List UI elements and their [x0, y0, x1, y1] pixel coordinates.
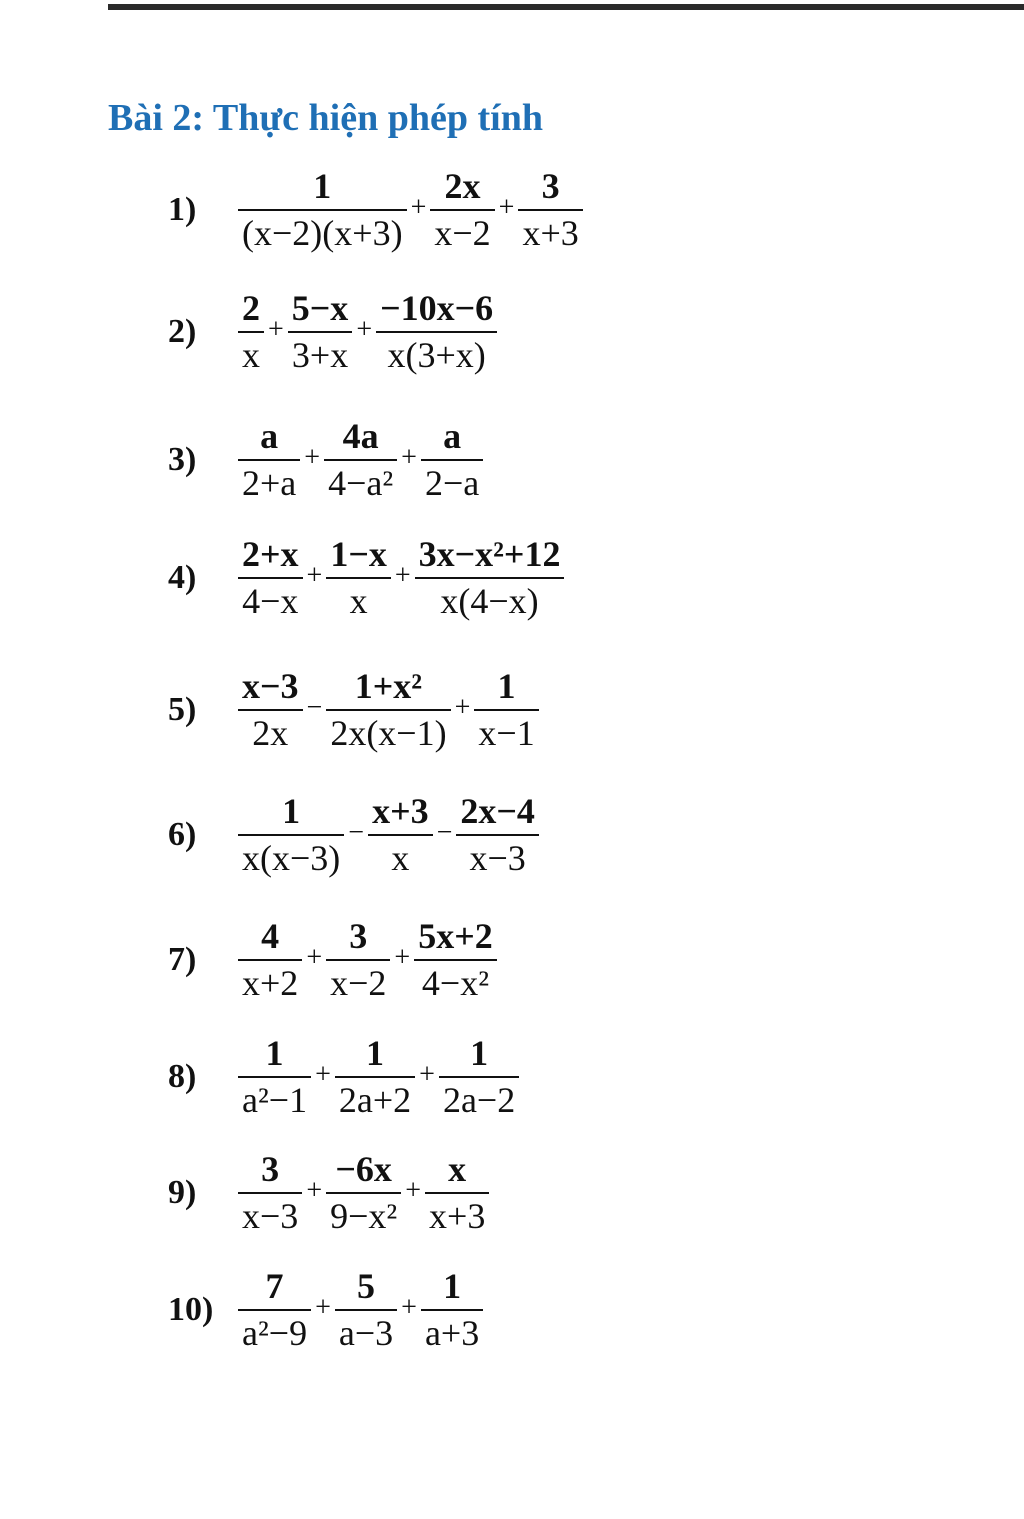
- fraction: [428, 166, 496, 255]
- numerator: 3: [349, 915, 368, 956]
- numerator: 3x−x²+12: [418, 533, 561, 574]
- numerator: 1: [443, 1265, 462, 1306]
- fraction: [324, 666, 452, 755]
- operator: +: [405, 1175, 422, 1206]
- problem-number: 10): [168, 1291, 214, 1328]
- denominator: x−3: [469, 838, 526, 878]
- operator: +: [401, 1292, 417, 1323]
- fraction: [236, 288, 266, 377]
- fraction: [324, 916, 392, 1005]
- fraction: [454, 791, 541, 880]
- fraction: [322, 416, 399, 505]
- fraction: [324, 1149, 403, 1238]
- problem-10: [168, 1255, 485, 1365]
- numerator: x: [448, 1148, 467, 1189]
- denominator: 2a−2: [442, 1080, 516, 1120]
- expression: [236, 1266, 485, 1355]
- fraction: [366, 791, 435, 880]
- problem-5: [168, 655, 541, 765]
- fraction: [333, 1033, 417, 1122]
- expression: [236, 534, 566, 623]
- denominator: a²−9: [242, 1313, 308, 1353]
- problem-3: [168, 405, 485, 515]
- numerator: 5x+2: [418, 915, 493, 956]
- denominator: x−2: [434, 213, 491, 253]
- fraction: [412, 916, 499, 1005]
- denominator: 2x(x−1): [330, 713, 447, 753]
- denominator: x: [349, 581, 368, 621]
- fraction: [236, 416, 302, 505]
- numerator: 2x−4: [460, 790, 535, 831]
- operator: +: [315, 1292, 331, 1323]
- operator: +: [394, 942, 411, 973]
- numerator: 5−x: [291, 287, 349, 328]
- fraction: [419, 416, 485, 505]
- fraction: [324, 534, 393, 623]
- denominator: x(x−3): [242, 838, 341, 878]
- expression: [236, 288, 499, 377]
- operator: +: [268, 314, 284, 345]
- numerator: 1: [470, 1032, 489, 1073]
- operator: +: [356, 314, 373, 345]
- exercise-title: Bài 2: Thực hiện phép tính: [108, 97, 543, 139]
- operator: +: [304, 442, 321, 473]
- numerator: −6x: [335, 1148, 392, 1189]
- problem-number: 8): [168, 1058, 197, 1095]
- denominator: x+3: [429, 1196, 486, 1236]
- operator: +: [306, 942, 323, 973]
- numerator: 1: [497, 665, 516, 706]
- denominator: 2+a: [242, 463, 297, 503]
- problem-number: 4): [168, 559, 197, 596]
- denominator: (x−2)(x+3): [242, 213, 403, 253]
- fraction: [236, 534, 305, 623]
- denominator: x−3: [242, 1196, 299, 1236]
- numerator: 7: [265, 1265, 284, 1306]
- problem-8: [168, 1022, 521, 1132]
- operator: +: [410, 192, 427, 223]
- problem-number: 2): [168, 313, 197, 350]
- numerator: 1+x²: [354, 665, 423, 706]
- denominator: x: [242, 335, 260, 375]
- denominator: x−2: [330, 963, 387, 1003]
- denominator: 4−x: [242, 581, 299, 621]
- problem-number: 3): [168, 441, 197, 478]
- fraction: [236, 916, 304, 1005]
- expression: [236, 916, 499, 1005]
- operator: −: [306, 692, 323, 723]
- problem-number: 1): [168, 191, 197, 228]
- fraction: [286, 288, 355, 377]
- denominator: x(4−x): [440, 581, 539, 621]
- numerator: a: [443, 415, 462, 456]
- expression: [236, 1033, 521, 1122]
- fraction: [419, 1266, 485, 1355]
- fraction: [236, 666, 305, 755]
- denominator: 9−x²: [330, 1196, 398, 1236]
- fraction: [413, 534, 567, 623]
- operator: +: [315, 1059, 331, 1090]
- numerator: 1: [282, 790, 301, 831]
- denominator: x+2: [242, 963, 299, 1003]
- operator: +: [401, 442, 417, 473]
- numerator: 1−x: [330, 533, 387, 574]
- numerator: 2: [242, 287, 260, 328]
- problem-4: [168, 523, 566, 633]
- expression: [236, 1149, 491, 1238]
- numerator: 1: [265, 1032, 284, 1073]
- denominator: x+3: [522, 213, 579, 253]
- numerator: 2x: [444, 165, 481, 206]
- problem-7: [168, 905, 499, 1015]
- denominator: 2x: [252, 713, 289, 753]
- fraction: [333, 1266, 399, 1355]
- operator: +: [394, 560, 411, 591]
- denominator: x−1: [478, 713, 535, 753]
- numerator: 2+x: [242, 533, 299, 574]
- problem-number: 6): [168, 816, 197, 853]
- operator: −: [348, 817, 365, 848]
- numerator: 4: [261, 915, 280, 956]
- operator: +: [306, 1175, 323, 1206]
- denominator: a+3: [424, 1313, 480, 1353]
- numerator: −10x−6: [380, 287, 494, 328]
- fraction: [374, 288, 499, 377]
- fraction: [236, 1033, 313, 1122]
- fraction: [516, 166, 584, 255]
- numerator: 1: [313, 165, 332, 206]
- fraction: [423, 1149, 491, 1238]
- denominator: 3+x: [291, 335, 349, 375]
- numerator: 3: [261, 1148, 280, 1189]
- denominator: 4−x²: [421, 963, 490, 1003]
- numerator: 5: [357, 1265, 376, 1306]
- fraction: [236, 1149, 304, 1238]
- fraction: [437, 1033, 521, 1122]
- denominator: x(3+x): [387, 335, 486, 375]
- operator: +: [306, 560, 323, 591]
- denominator: x: [391, 838, 410, 878]
- fraction: [236, 166, 409, 255]
- operator: +: [419, 1059, 435, 1090]
- operator: +: [498, 192, 515, 223]
- problem-number: 5): [168, 691, 197, 728]
- fraction: [236, 1266, 313, 1355]
- problem-6: [168, 780, 541, 890]
- expression: [236, 666, 541, 755]
- numerator: 4a: [342, 415, 379, 456]
- problem-number: 9): [168, 1174, 197, 1211]
- numerator: 3: [541, 165, 560, 206]
- expression: [236, 416, 485, 505]
- problem-number: 7): [168, 941, 197, 978]
- fraction: [472, 666, 540, 755]
- denominator: a²−1: [242, 1080, 308, 1120]
- numerator: 1: [366, 1032, 385, 1073]
- denominator: 2a+2: [338, 1080, 412, 1120]
- fraction: [236, 791, 346, 880]
- problem-2: [168, 277, 499, 387]
- denominator: a−3: [338, 1313, 394, 1353]
- denominator: 4−a²: [328, 463, 394, 503]
- expression: [236, 166, 585, 255]
- operator: −: [436, 817, 453, 848]
- problem-9: [168, 1138, 491, 1248]
- expression: [236, 791, 541, 880]
- operator: +: [454, 692, 471, 723]
- numerator: a: [260, 415, 279, 456]
- problem-1: [168, 155, 585, 265]
- numerator: x+3: [372, 790, 429, 831]
- numerator: x−3: [242, 665, 299, 706]
- denominator: 2−a: [424, 463, 480, 503]
